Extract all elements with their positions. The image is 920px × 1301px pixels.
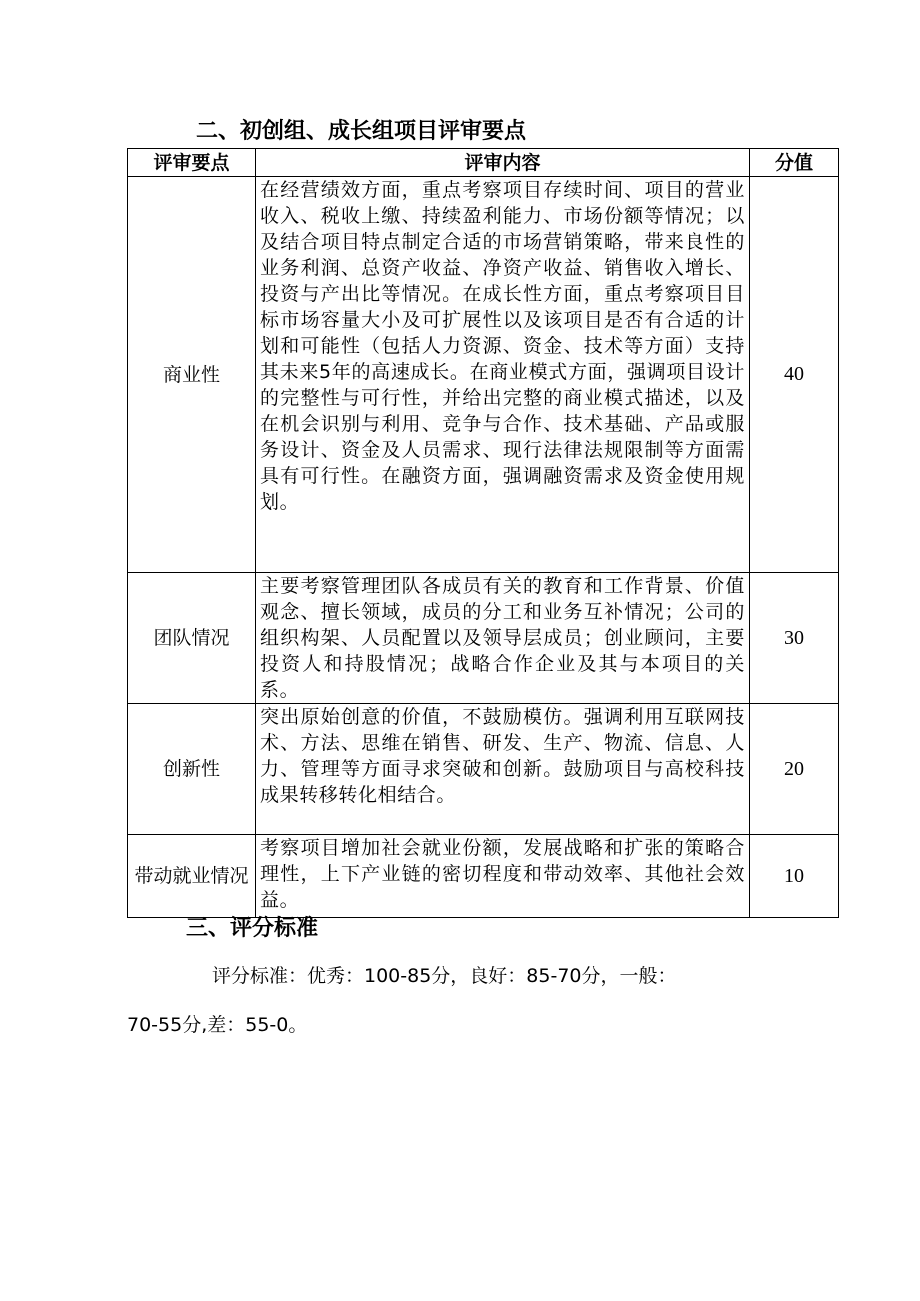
table-header-row <box>128 149 839 177</box>
content-text: 在经营绩效方面，重点考察项目存续时间、项目的营业收入、税收上缴、持续盈利能力、市场份额等情况；以及结合项目特点制定合适的市场营销策略，带来良性的业务利润、总资产收益、净资产收益、销售收入增长、投资与产出比等情况。在成长性方面，重点考察项目目标市场容量大小及可扩展性以及该项目是否有合适的计划和可能性（包括人力资源、资金、技术等方面）支持其未来5年的高速成长。在商业模式方面，强调项目设计的完整性与可行性，并给出完整的商业模式描述，以及在机会识别与利用、竞争与合作、技术基础、产品或服务设计、资金及人员需求、现行法律法规限制等方面需具有可行性。在融资方面，强调融资需求及资金使用规划。 <box>260 179 745 513</box>
content-text: 突出原始创意的价值，不鼓励模仿。强调利用互联网技术、方法、思维在销售、研发、生产、物流、信息、人力、管理等方面寻求突破和创新。鼓励项目与高校科技成果转移转化相结合。 <box>260 706 745 806</box>
score-cell: 30 <box>750 573 839 704</box>
content-text: 考察项目增加社会就业份额，发展战略和扩张的策略合理性，上下产业链的密切程度和带动效率、其他社会效益。 <box>260 837 745 911</box>
criteria-cell: 商业性 <box>128 177 256 573</box>
content-cell <box>256 573 750 704</box>
review-criteria-table <box>127 148 839 918</box>
scoring-standard-line-1: 评分标准：优秀：100-85分，良好：85-70分，一般： <box>212 965 677 987</box>
header-content: 评审内容 <box>256 149 750 177</box>
scoring-standard-line-2: 70-55分,差：55-0。 <box>127 1014 308 1036</box>
content-cell <box>256 704 750 835</box>
score-cell: 20 <box>750 704 839 835</box>
table-row <box>128 835 839 918</box>
score-cell: 10 <box>750 835 839 918</box>
score-cell: 40 <box>750 177 839 573</box>
content-cell <box>256 177 750 573</box>
table-row <box>128 573 839 704</box>
header-criteria: 评审要点 <box>128 149 256 177</box>
criteria-cell: 带动就业情况 <box>128 835 256 918</box>
criteria-cell: 团队情况 <box>128 573 256 704</box>
criteria-cell: 创新性 <box>128 704 256 835</box>
table-row <box>128 704 839 835</box>
content-text: 主要考察管理团队各成员有关的教育和工作背景、价值观念、擅长领域，成员的分工和业务互补情况；公司的组织构架、人员配置以及领导层成员；创业顾问，主要投资人和持股情况；战略合作企业及其与本项目的关系。 <box>260 575 745 701</box>
section-three-heading: 三、评分标准 <box>186 916 319 941</box>
header-score: 分值 <box>750 149 839 177</box>
content-cell <box>256 835 750 918</box>
table-row <box>128 177 839 573</box>
section-two-heading: 二、初创组、成长组项目评审要点 <box>196 119 527 144</box>
